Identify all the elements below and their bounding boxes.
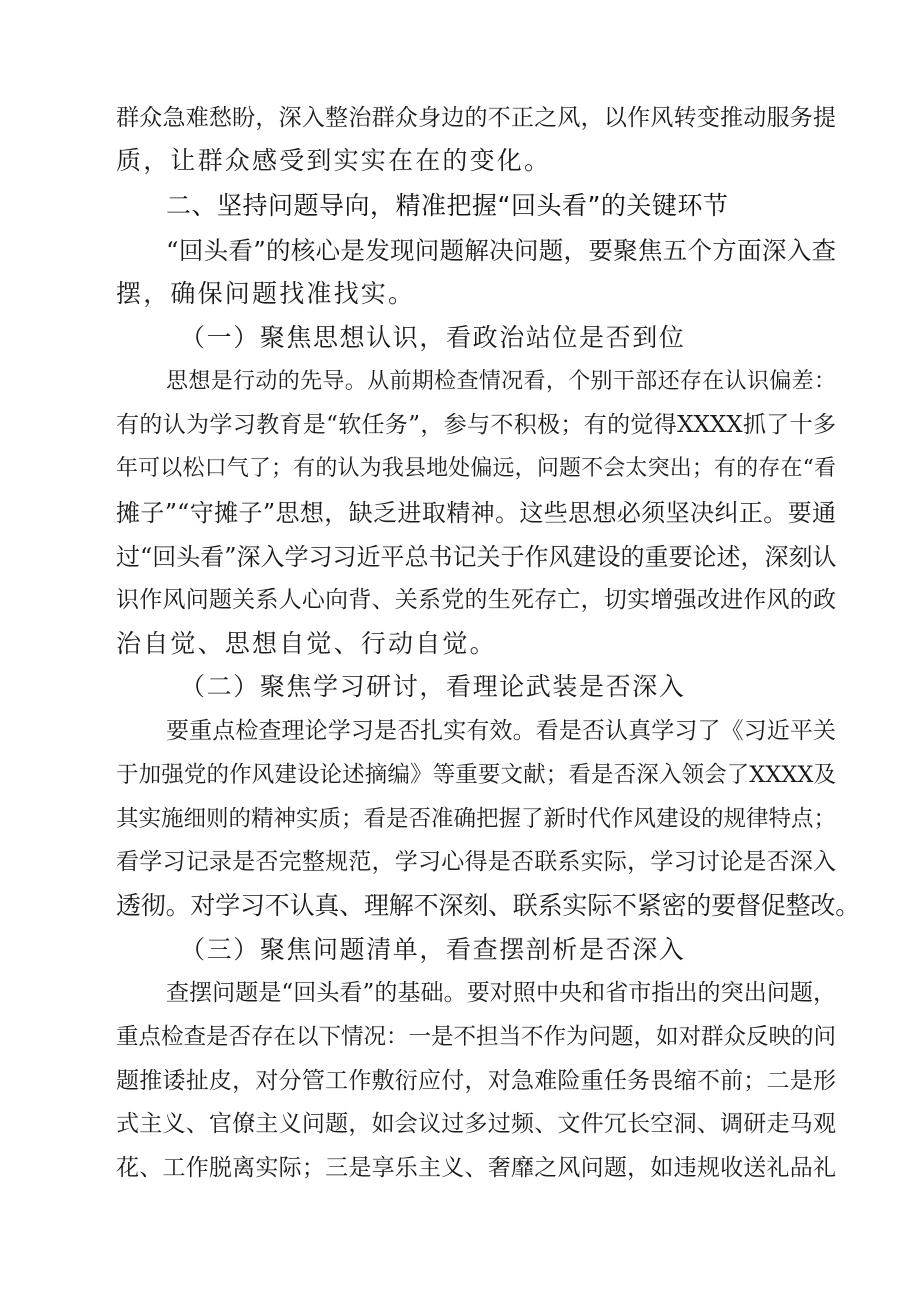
- paragraph-line: 查摆问题是“回头看”的基础。要对照中央和省市指出的突出问题，: [166, 980, 836, 1006]
- paragraph-line: 花、工作脱离实际；三是享乐主义、奢靡之风问题，如违规收送礼品礼: [116, 1155, 836, 1181]
- paragraph-line: 看学习记录是否完整规范，学习心得是否联系实际，学习讨论是否深入: [116, 849, 836, 875]
- subsection-heading: （三）聚焦问题清单，看查摆剖析是否深入: [180, 935, 686, 964]
- paragraph-line: 其实施细则的精神实质；看是否准确把握了新时代作风建设的规律特点；: [116, 806, 837, 832]
- paragraph-line: 重点检查是否存在以下情况：一是不担当不作为问题，如对群众反映的问: [116, 1024, 837, 1050]
- paragraph-line: 摆，确保问题找准找实。: [116, 279, 416, 308]
- subsection-heading: （二）聚焦学习研讨，看理论武装是否深入: [180, 672, 686, 701]
- paragraph-line: 年可以松口气了；有的认为我县地处偏远，问题不会太突出；有的存在“看: [116, 456, 836, 481]
- paragraph-line: 式主义、官僚主义问题，如会议过多过频、文件冗长空洞、调研走马观: [116, 1111, 836, 1137]
- paragraph-line: 要重点检查理论学习是否扎实有效。看是否认真学习了《习近平关: [166, 718, 836, 744]
- paragraph-line: 质，让群众感受到实实在在的变化。: [116, 146, 552, 175]
- paragraph-line: 思想是行动的先导。从前期检查情况看，个别干部还存在认识偏差：: [166, 369, 836, 394]
- paragraph-line: 识作风问题关系人心向背、关系党的生死存亡，切实增强改进作风的政: [116, 587, 836, 613]
- paragraph-line: 摊子”“守摊子”思想，缺乏进取精神。这些思想必须坚决纠正。要通: [116, 499, 836, 527]
- paragraph-line: 有的认为学习教育是“软任务”，参与不积极；有的觉得XXXX抓了十多: [116, 412, 836, 438]
- paragraph-line: 于加强党的作风建设论述摘编》等重要文献；看是否深入领会了XXXX及: [116, 762, 836, 788]
- paragraph-line: 群众急难愁盼，深入整治群众身边的不正之风，以作风转变推动服务提: [116, 105, 836, 131]
- paragraph-line: 题推诿扯皮，对分管工作敷衍应付，对急难险重任务畏缩不前；二是形: [116, 1068, 836, 1094]
- paragraph-line: 过“回头看”深入学习习近平总书记关于作风建设的重要论述，深刻认: [116, 543, 837, 571]
- paragraph-line: 透彻。对学习不认真、理解不深刻、联系实际不紧密的要督促整改。: [116, 891, 861, 920]
- section-heading: 二、坚持问题导向，精准把握“回头看”的关键环节: [166, 191, 729, 220]
- paragraph-line: “回头看”的核心是发现问题解决问题，要聚焦五个方面深入查: [166, 236, 836, 265]
- subsection-heading: （一）聚焦思想认识，看政治站位是否到位: [180, 323, 686, 352]
- paragraph-line: 治自觉、思想自觉、行动自觉。: [116, 629, 497, 658]
